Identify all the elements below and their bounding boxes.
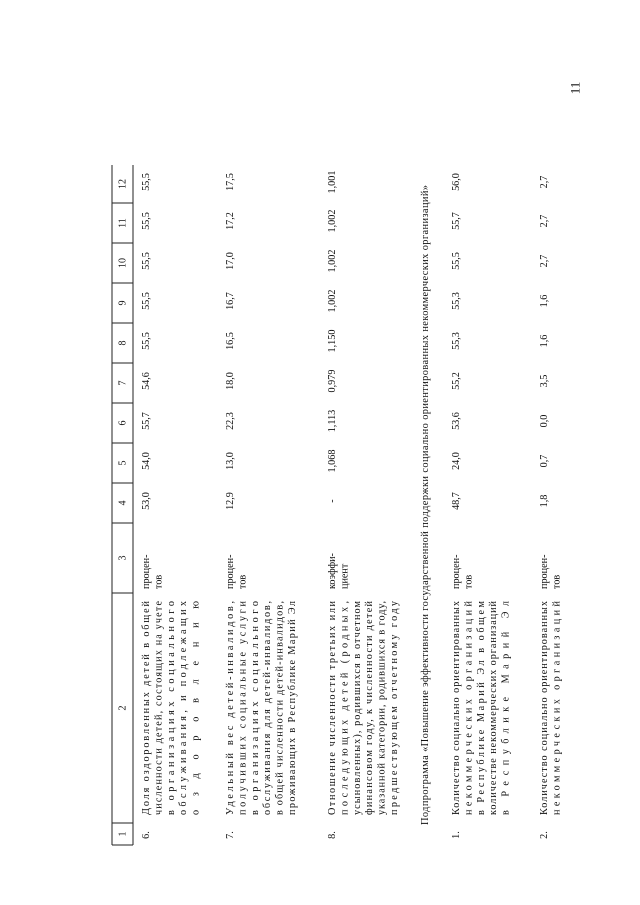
indicator-row-value: 1,001 bbox=[327, 170, 338, 194]
subprogram-row-description-line: некоммерческих организаций bbox=[551, 601, 563, 815]
subprogram-row-description-line: некоммерческих организаций bbox=[463, 601, 475, 815]
indicator-row-number: 8. bbox=[327, 831, 338, 839]
subprogram-row-value: 55,3 bbox=[451, 292, 462, 310]
indicator-row-unit-line: циент bbox=[339, 563, 351, 589]
indicator-row-value: 53,0 bbox=[141, 492, 152, 510]
subprogram-row-description-line: Количество социально ориентированных bbox=[451, 601, 462, 815]
indicator-row-value: 1,002 bbox=[327, 289, 338, 313]
subprogram-title: Подпрограмма «Повышение эффективности государственной поддержки социально ориентированных некоммерческих организаций» bbox=[420, 185, 431, 825]
indicator-row-number: 6. bbox=[141, 831, 152, 839]
indicator-row-value: 1,113 bbox=[327, 409, 338, 433]
indicator-row-value: 17,0 bbox=[225, 252, 236, 270]
subprogram-row-value: 48,7 bbox=[451, 492, 462, 510]
indicator-row-description-line: усыновленных), родившихся в отчетном bbox=[351, 601, 363, 815]
indicator-row-value: 16,5 bbox=[225, 332, 236, 350]
indicator-row-value: 16,7 bbox=[225, 292, 236, 310]
column-header: 6 bbox=[117, 420, 129, 426]
subprogram-row-unit-line: процен- bbox=[451, 554, 462, 589]
indicator-row-description-line: проживающих в Республике Марий Эл bbox=[287, 601, 298, 815]
indicator-row-value: 0,979 bbox=[327, 369, 338, 393]
column-header: 12 bbox=[117, 179, 129, 189]
subprogram-row-value: 55,7 bbox=[451, 212, 462, 230]
subprogram-row-unit-line: процен- bbox=[539, 554, 550, 589]
subprogram-row-value: 24,0 bbox=[451, 452, 462, 470]
column-header: 8 bbox=[117, 340, 129, 346]
column-header: 4 bbox=[117, 500, 129, 506]
indicator-row-description-line: Отношение численности третьих или bbox=[327, 601, 338, 815]
indicator-row-unit-line: тов bbox=[237, 574, 249, 589]
column-header: 5 bbox=[117, 460, 129, 466]
indicator-row-value: 13,0 bbox=[225, 452, 236, 470]
indicator-row-description-line: в общей численности детей-инвалидов, bbox=[274, 601, 286, 815]
indicator-row-value: 18,0 bbox=[225, 372, 236, 390]
subprogram-row-value: 0,7 bbox=[539, 454, 550, 468]
indicator-row-description-line: получивших социальные услуги bbox=[237, 601, 249, 815]
indicator-row-description-line: предшествующем отчетному году bbox=[389, 601, 400, 815]
indicator-row-unit-line: процен- bbox=[225, 554, 236, 589]
subprogram-row-value: 53,6 bbox=[451, 412, 462, 430]
indicator-row-value: 1,068 bbox=[327, 449, 338, 473]
subprogram-row-value: 1,6 bbox=[539, 334, 550, 348]
indicator-row-description-line: численности детей, состоящих на учете bbox=[153, 601, 165, 815]
subprogram-row-description-line: количестве некоммерческих организаций bbox=[488, 601, 500, 815]
subprogram-row-value: 3,5 bbox=[539, 374, 550, 388]
indicator-row-value: 22,3 bbox=[225, 412, 236, 430]
indicator-row-value: 17,5 bbox=[225, 173, 236, 191]
indicator-row-description-line: Доля оздоровленных детей в общей bbox=[141, 601, 152, 815]
page-number: 11 bbox=[567, 81, 583, 95]
subprogram-row-value: 2,7 bbox=[539, 254, 550, 268]
subprogram-row-unit-line: тов bbox=[463, 574, 475, 589]
indicator-row-value: 54,6 bbox=[141, 372, 152, 390]
indicator-row-unit-line: коэффи- bbox=[327, 553, 338, 589]
subprogram-row-value: 56,0 bbox=[451, 173, 462, 191]
subprogram-row-unit-line: тов bbox=[551, 574, 563, 589]
indicator-row-description-line: обслуживания для детей-инвалидов, bbox=[262, 601, 274, 815]
indicator-row-value: - bbox=[327, 499, 338, 503]
indicator-row-value: 55,5 bbox=[141, 173, 152, 191]
subprogram-row-value: 55,2 bbox=[451, 372, 462, 390]
indicator-row-value: 1,002 bbox=[327, 209, 338, 233]
indicator-row-value: 55,5 bbox=[141, 332, 152, 350]
subprogram-row-description-line: Количество социально ориентированных bbox=[539, 601, 550, 815]
indicator-row-value: 55,5 bbox=[141, 212, 152, 230]
indicator-row-description-line: в организациях социального bbox=[165, 601, 177, 815]
column-header: 7 bbox=[117, 380, 129, 386]
indicator-row-description-line: последующих детей (родных, bbox=[339, 601, 351, 815]
column-header: 9 bbox=[117, 300, 129, 306]
subprogram-row-value: 1,6 bbox=[539, 294, 550, 308]
subprogram-row-number: 2. bbox=[539, 831, 550, 839]
column-header: 1 bbox=[117, 831, 129, 837]
indicator-row-number: 7. bbox=[225, 831, 236, 839]
indicator-row-value: 17,2 bbox=[225, 212, 236, 230]
indicator-row-unit-line: процен- bbox=[141, 554, 152, 589]
indicators-table bbox=[112, 165, 562, 845]
subprogram-row-value: 0,0 bbox=[539, 414, 550, 428]
subprogram-row-value: 55,3 bbox=[451, 332, 462, 350]
indicator-row-description-line: финансовом году, к численности детей bbox=[364, 601, 376, 815]
subprogram-row-value: 55,5 bbox=[451, 252, 462, 270]
column-header: 10 bbox=[117, 258, 129, 268]
indicator-row-description-line: указанной категории, родившихся в году, bbox=[376, 601, 388, 815]
subprogram-row-value: 2,7 bbox=[539, 175, 550, 189]
indicator-row-value: 55,7 bbox=[141, 412, 152, 430]
column-header: 3 bbox=[117, 555, 129, 561]
indicator-row-value: 1,150 bbox=[327, 329, 338, 353]
column-header: 2 bbox=[117, 705, 129, 711]
indicator-row-description-line: Удельный вес детей-инвалидов, bbox=[225, 601, 236, 815]
indicator-row-value: 55,5 bbox=[141, 252, 152, 270]
indicator-row-unit-line: тов bbox=[153, 574, 165, 589]
subprogram-row-description-line: в Республике Марий Эл в общем bbox=[475, 601, 487, 815]
indicator-row-value: 1,002 bbox=[327, 249, 338, 273]
subprogram-row-description-line: в Республике Марий Эл bbox=[500, 601, 512, 815]
subprogram-row-number: 1. bbox=[451, 831, 462, 839]
subprogram-row-value: 2,7 bbox=[539, 214, 550, 228]
indicator-row-value: 12,9 bbox=[225, 492, 236, 510]
indicator-row-description-line: оздоровлению bbox=[190, 601, 202, 815]
subprogram-row-value: 1,8 bbox=[539, 494, 550, 508]
indicator-row-description-line: в организациях социального bbox=[249, 601, 261, 815]
indicator-row-value: 54,0 bbox=[141, 452, 152, 470]
column-header: 11 bbox=[117, 218, 129, 228]
indicator-row-value: 55,5 bbox=[141, 292, 152, 310]
indicator-row-description-line: обслуживания, и подлежащих bbox=[178, 601, 190, 815]
